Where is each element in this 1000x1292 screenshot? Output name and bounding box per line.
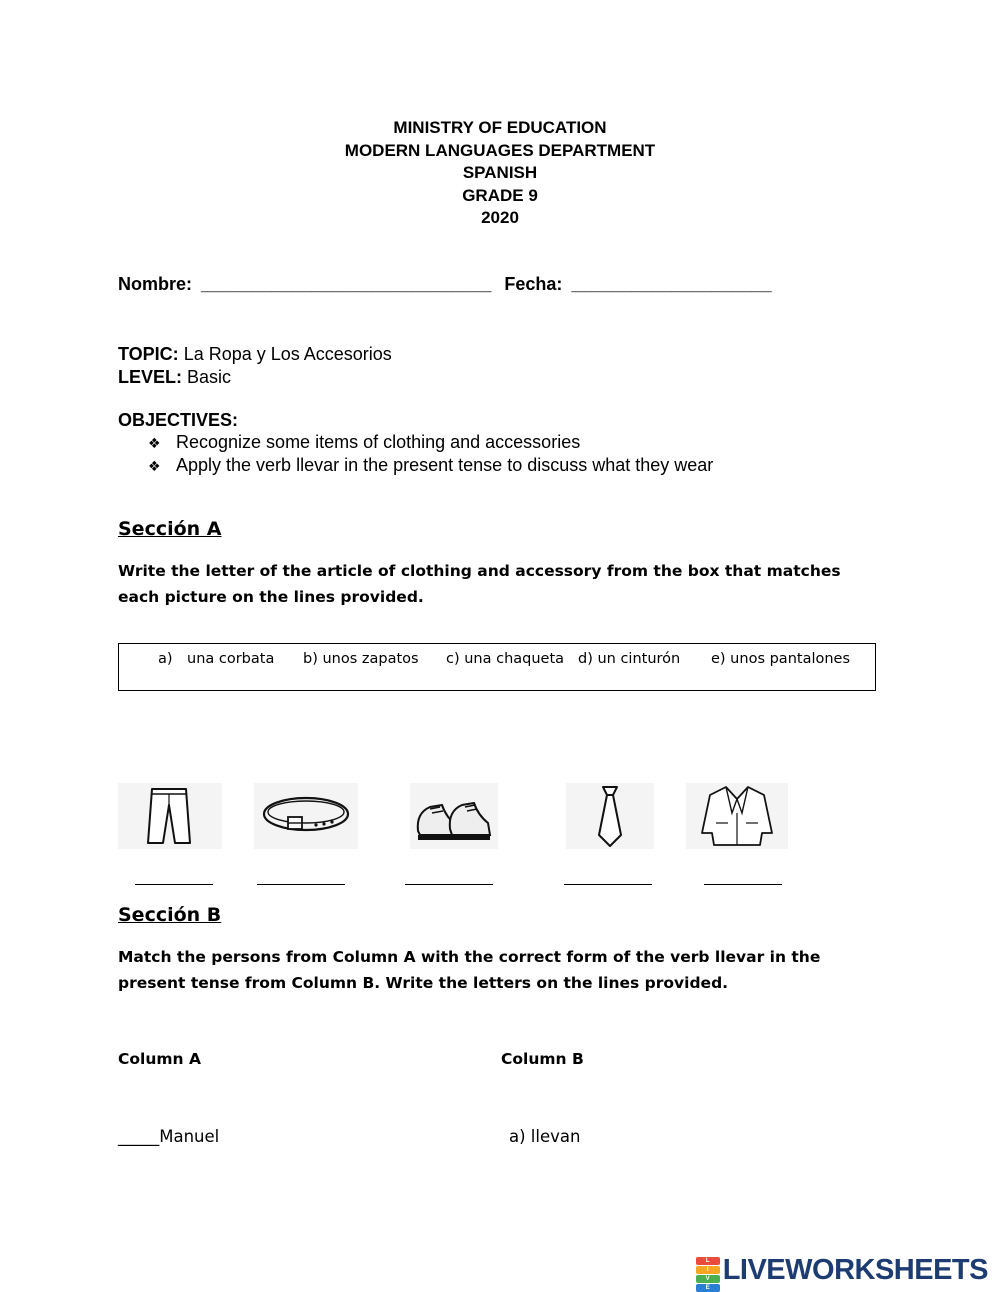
level-line (118, 366, 392, 389)
column-b-row: a) llevan (509, 1127, 581, 1146)
answer-line[interactable] (704, 866, 782, 885)
name-date-row (118, 274, 772, 295)
pants-icon (118, 783, 222, 849)
header-subject: SPANISH (462, 163, 538, 182)
header-grade: GRADE 9 (462, 185, 538, 205)
header-department: MODERN LANGUAGES DEPARTMENT (344, 140, 656, 160)
logo-mark-letter: L (696, 1257, 720, 1265)
objective-item (148, 455, 713, 476)
level-value: Basic (187, 367, 232, 387)
document-header (0, 117, 1000, 230)
topic-level-block (118, 343, 392, 389)
logo-mark-letter: V (696, 1275, 720, 1283)
logo-mark-letter: I (696, 1266, 720, 1274)
section-b-instructions: Match the persons from Column A with the correct form of the verb llevar in the present tense from Column B. Write the letters on the lines provided. (118, 948, 821, 992)
objective-item (148, 432, 580, 453)
answer-line[interactable] (257, 866, 345, 885)
belt-icon (254, 783, 358, 849)
person-name: Manuel (159, 1127, 220, 1146)
column-a-row (118, 1127, 219, 1146)
diamond-bullet-icon: ❖ (148, 458, 161, 474)
nombre-label: Nombre: (118, 274, 193, 294)
objective-text: Apply the verb llevar in the present tense to discuss what they wear (176, 455, 714, 475)
liveworksheets-logo-text: LIVEWORKSHEETS (722, 1253, 988, 1286)
header-year: 2020 (481, 208, 519, 227)
word-option: una corbata (187, 651, 275, 667)
fecha-line[interactable]: ____________________ (571, 274, 772, 294)
header-ministry: MINISTRY OF EDUCATION (393, 118, 607, 137)
topic-label: TOPIC: (118, 344, 179, 364)
word-option: c) una chaqueta (446, 651, 565, 667)
liveworksheets-logo (696, 1253, 988, 1291)
liveworksheets-mark-icon (696, 1257, 720, 1291)
word-option: b) unos zapatos (303, 651, 419, 667)
section-a-title: Sección A (118, 518, 222, 540)
match-answer-line[interactable]: _____ (118, 1127, 160, 1146)
section-a-instructions: Write the letter of the article of clothing and accessory from the box that matches each picture on the lines provided. (118, 562, 841, 606)
tie-icon (566, 783, 654, 849)
answer-line[interactable] (135, 866, 213, 885)
word-option: e) unos pantalones (711, 651, 851, 667)
diamond-bullet-icon: ❖ (148, 435, 161, 451)
column-a-header: Column A (118, 1050, 201, 1068)
answer-line[interactable] (405, 866, 493, 885)
column-b-header: Column B (501, 1050, 584, 1068)
level-label: LEVEL: (118, 367, 183, 387)
topic-line (118, 343, 392, 366)
nombre-line[interactable]: _____________________________ (201, 274, 492, 294)
logo-mark-letter: E (696, 1284, 720, 1292)
word-option-letter: a) (158, 651, 173, 667)
answer-line[interactable] (564, 866, 652, 885)
jacket-icon (686, 783, 788, 849)
topic-value: La Ropa y Los Accesorios (183, 344, 392, 364)
word-option: d) un cinturón (578, 651, 681, 667)
section-b-title: Sección B (118, 904, 222, 926)
fecha-label: Fecha: (504, 274, 563, 294)
objectives-title: OBJECTIVES: (118, 410, 239, 430)
shoes-icon (410, 783, 498, 849)
objective-text: Recognize some items of clothing and accessories (176, 432, 581, 452)
